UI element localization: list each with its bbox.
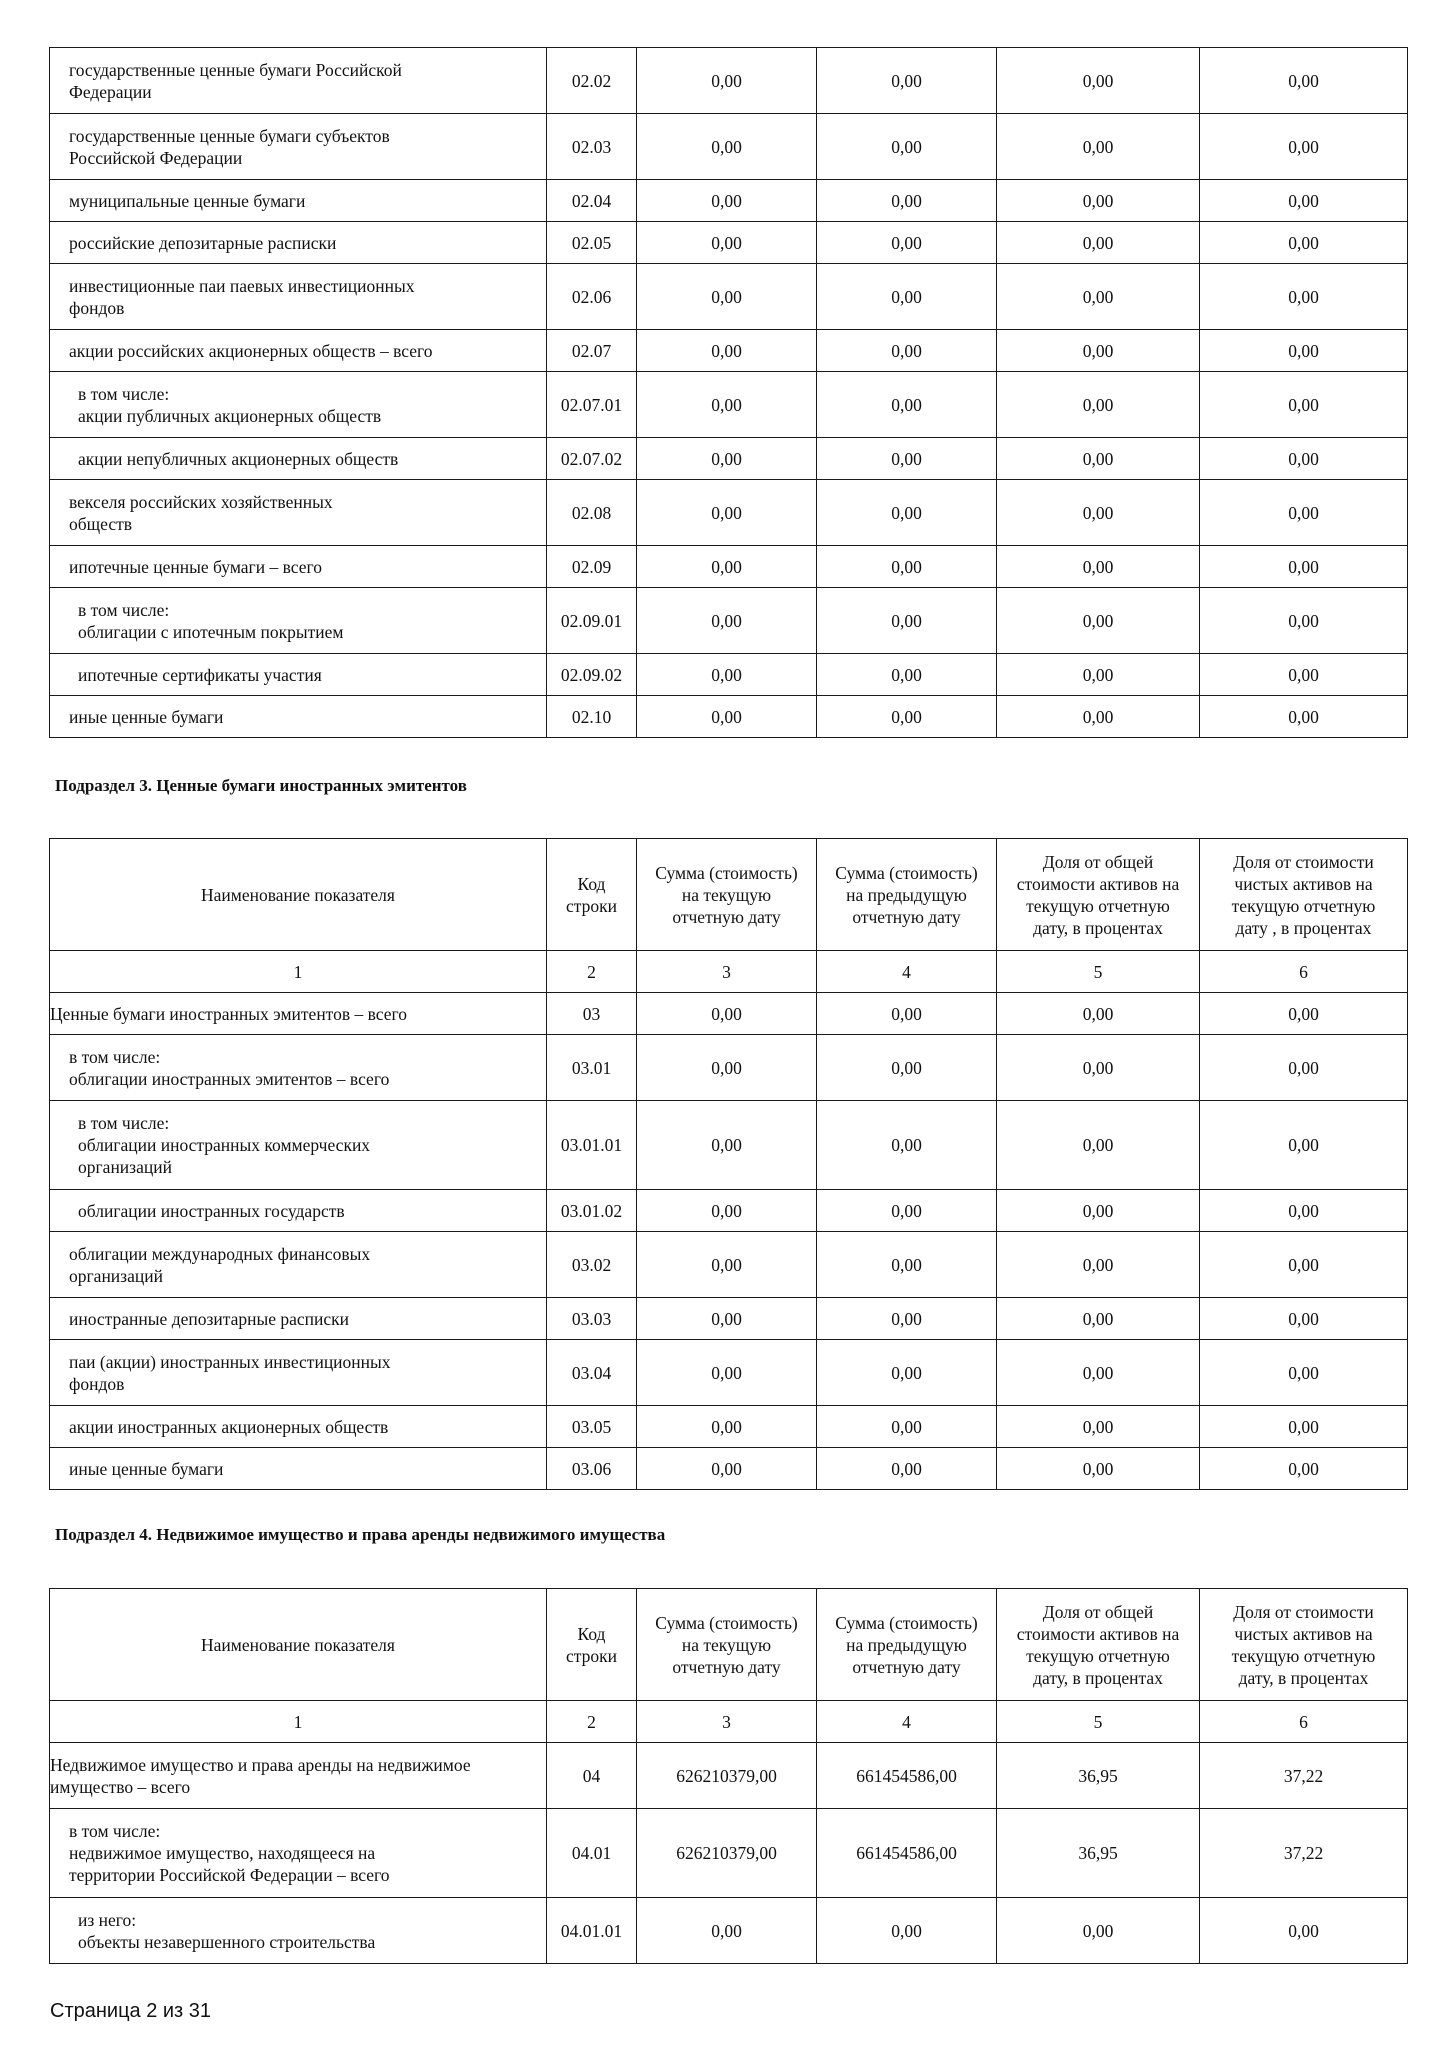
row-value-current: 0,00 bbox=[637, 180, 817, 222]
row-name: ипотечные ценные бумаги – всего bbox=[50, 546, 547, 588]
row-value-previous: 0,00 bbox=[817, 1190, 997, 1232]
row-value-previous: 661454586,00 bbox=[817, 1743, 997, 1809]
row-value-current: 626210379,00 bbox=[637, 1743, 817, 1809]
table-row bbox=[50, 654, 1408, 696]
row-value-previous: 0,00 bbox=[817, 1340, 997, 1406]
row-share-net-assets: 0,00 bbox=[1200, 654, 1408, 696]
row-value-current: 0,00 bbox=[637, 372, 817, 438]
row-code: 03.05 bbox=[547, 1406, 637, 1448]
table-row bbox=[50, 180, 1408, 222]
row-share-assets: 0,00 bbox=[997, 1101, 1200, 1190]
column-number-row bbox=[50, 1701, 1408, 1743]
row-code: 02.07.01 bbox=[547, 372, 637, 438]
table-securities-russian bbox=[49, 47, 1408, 738]
row-name: акции российских акционерных обществ – всего bbox=[50, 330, 547, 372]
row-name: иностранные депозитарные расписки bbox=[50, 1298, 547, 1340]
row-name: паи (акции) иностранных инвестиционных фондов bbox=[50, 1340, 547, 1406]
row-share-assets: 0,00 bbox=[997, 696, 1200, 738]
header-share-assets: Доля от общей стоимости активов на текущую отчетную дату, в процентах bbox=[997, 839, 1200, 951]
row-value-current: 0,00 bbox=[637, 1340, 817, 1406]
row-value-previous: 0,00 bbox=[817, 1898, 997, 1964]
row-value-previous: 0,00 bbox=[817, 1298, 997, 1340]
row-name: инвестиционные паи паевых инвестиционных фондов bbox=[50, 264, 547, 330]
row-value-previous: 0,00 bbox=[817, 1448, 997, 1490]
row-share-assets: 0,00 bbox=[997, 1190, 1200, 1232]
row-code: 03.01.02 bbox=[547, 1190, 637, 1232]
row-value-previous: 0,00 bbox=[817, 1035, 997, 1101]
row-code: 02.09 bbox=[547, 546, 637, 588]
row-value-current: 0,00 bbox=[637, 1035, 817, 1101]
header-share-assets: Доля от общей стоимости активов на текущую отчетную дату, в процентах bbox=[997, 1589, 1200, 1701]
row-share-assets: 0,00 bbox=[997, 546, 1200, 588]
row-value-current: 0,00 bbox=[637, 1898, 817, 1964]
row-value-current: 0,00 bbox=[637, 264, 817, 330]
column-number: 4 bbox=[817, 951, 997, 993]
row-share-assets: 0,00 bbox=[997, 1035, 1200, 1101]
row-share-net-assets: 0,00 bbox=[1200, 114, 1408, 180]
row-name: государственные ценные бумаги Российской Федерации bbox=[50, 48, 547, 114]
header-share-net-assets: Доля от стоимости чистых активов на текущую отчетную дату, в процентах bbox=[1200, 1589, 1408, 1701]
row-share-net-assets: 0,00 bbox=[1200, 1340, 1408, 1406]
row-share-assets: 0,00 bbox=[997, 330, 1200, 372]
row-share-net-assets: 37,22 bbox=[1200, 1743, 1408, 1809]
table-row bbox=[50, 48, 1408, 114]
row-name: Недвижимое имущество и права аренды на недвижимое имущество – всего bbox=[50, 1743, 547, 1809]
row-share-assets: 0,00 bbox=[997, 993, 1200, 1035]
row-share-net-assets: 0,00 bbox=[1200, 1898, 1408, 1964]
row-share-assets: 0,00 bbox=[997, 1298, 1200, 1340]
column-number: 2 bbox=[547, 1701, 637, 1743]
table-header-row bbox=[50, 1589, 1408, 1701]
column-number: 1 bbox=[50, 1701, 547, 1743]
column-number: 2 bbox=[547, 951, 637, 993]
column-number: 5 bbox=[997, 1701, 1200, 1743]
row-share-net-assets: 0,00 bbox=[1200, 480, 1408, 546]
row-share-net-assets: 0,00 bbox=[1200, 696, 1408, 738]
column-number-row bbox=[50, 951, 1408, 993]
row-code: 04 bbox=[547, 1743, 637, 1809]
table-row bbox=[50, 222, 1408, 264]
table-row bbox=[50, 1232, 1408, 1298]
row-code: 03.06 bbox=[547, 1448, 637, 1490]
row-value-previous: 0,00 bbox=[817, 264, 997, 330]
row-name: акции непубличных акционерных обществ bbox=[50, 438, 547, 480]
row-name: иные ценные бумаги bbox=[50, 696, 547, 738]
row-share-net-assets: 0,00 bbox=[1200, 1406, 1408, 1448]
row-code: 03.01 bbox=[547, 1035, 637, 1101]
row-share-assets: 0,00 bbox=[997, 1232, 1200, 1298]
row-code: 03.03 bbox=[547, 1298, 637, 1340]
row-code: 02.03 bbox=[547, 114, 637, 180]
row-share-assets: 0,00 bbox=[997, 1406, 1200, 1448]
table-row bbox=[50, 1340, 1408, 1406]
header-row-code: Код строки bbox=[547, 1589, 637, 1701]
row-share-assets: 0,00 bbox=[997, 264, 1200, 330]
row-share-net-assets: 0,00 bbox=[1200, 180, 1408, 222]
row-share-assets: 0,00 bbox=[997, 114, 1200, 180]
row-code: 02.07.02 bbox=[547, 438, 637, 480]
row-value-previous: 0,00 bbox=[817, 696, 997, 738]
row-name: в том числе: облигации иностранных коммерческих организаций bbox=[50, 1101, 547, 1190]
section-3-title: Подраздел 3. Ценные бумаги иностранных эмитентов bbox=[55, 776, 467, 795]
row-share-net-assets: 0,00 bbox=[1200, 1448, 1408, 1490]
row-share-net-assets: 0,00 bbox=[1200, 1101, 1408, 1190]
row-value-previous: 0,00 bbox=[817, 372, 997, 438]
table-row bbox=[50, 1898, 1408, 1964]
row-value-current: 0,00 bbox=[637, 696, 817, 738]
row-value-current: 0,00 bbox=[637, 114, 817, 180]
row-value-previous: 0,00 bbox=[817, 180, 997, 222]
row-share-assets: 0,00 bbox=[997, 1340, 1200, 1406]
row-share-assets: 0,00 bbox=[997, 1448, 1200, 1490]
header-value-current: Сумма (стоимость) на текущую отчетную дату bbox=[637, 1589, 817, 1701]
row-value-previous: 0,00 bbox=[817, 480, 997, 546]
row-value-previous: 0,00 bbox=[817, 1101, 997, 1190]
row-value-current: 0,00 bbox=[637, 1232, 817, 1298]
row-value-previous: 0,00 bbox=[817, 1406, 997, 1448]
table-real-estate bbox=[49, 1588, 1408, 1964]
row-code: 03.02 bbox=[547, 1232, 637, 1298]
row-name: векселя российских хозяйственных обществ bbox=[50, 480, 547, 546]
column-number: 3 bbox=[637, 951, 817, 993]
row-code: 02.06 bbox=[547, 264, 637, 330]
row-value-current: 0,00 bbox=[637, 438, 817, 480]
row-code: 04.01.01 bbox=[547, 1898, 637, 1964]
row-value-previous: 0,00 bbox=[817, 993, 997, 1035]
row-share-net-assets: 0,00 bbox=[1200, 438, 1408, 480]
row-share-assets: 0,00 bbox=[997, 180, 1200, 222]
row-share-net-assets: 0,00 bbox=[1200, 1035, 1408, 1101]
table-row bbox=[50, 372, 1408, 438]
table-row bbox=[50, 993, 1408, 1035]
row-share-assets: 0,00 bbox=[997, 222, 1200, 264]
row-value-current: 0,00 bbox=[637, 1101, 817, 1190]
row-value-previous: 0,00 bbox=[817, 114, 997, 180]
row-value-current: 0,00 bbox=[637, 330, 817, 372]
row-code: 03.01.01 bbox=[547, 1101, 637, 1190]
row-value-current: 0,00 bbox=[637, 1298, 817, 1340]
row-name: муниципальные ценные бумаги bbox=[50, 180, 547, 222]
row-value-current: 0,00 bbox=[637, 546, 817, 588]
table-header-row bbox=[50, 839, 1408, 951]
header-value-current: Сумма (стоимость) на текущую отчетную дату bbox=[637, 839, 817, 951]
column-number: 4 bbox=[817, 1701, 997, 1743]
row-value-current: 0,00 bbox=[637, 48, 817, 114]
row-name: в том числе: облигации иностранных эмитентов – всего bbox=[50, 1035, 547, 1101]
row-value-previous: 661454586,00 bbox=[817, 1809, 997, 1898]
row-name: иные ценные бумаги bbox=[50, 1448, 547, 1490]
table-row bbox=[50, 1809, 1408, 1898]
column-number: 3 bbox=[637, 1701, 817, 1743]
row-name: ипотечные сертификаты участия bbox=[50, 654, 547, 696]
row-value-current: 626210379,00 bbox=[637, 1809, 817, 1898]
row-share-assets: 0,00 bbox=[997, 654, 1200, 696]
row-code: 02.07 bbox=[547, 330, 637, 372]
row-share-net-assets: 0,00 bbox=[1200, 1232, 1408, 1298]
row-name: российские депозитарные расписки bbox=[50, 222, 547, 264]
table-row bbox=[50, 696, 1408, 738]
header-row-code: Код строки bbox=[547, 839, 637, 951]
row-share-assets: 0,00 bbox=[997, 438, 1200, 480]
table-row bbox=[50, 438, 1408, 480]
row-share-net-assets: 0,00 bbox=[1200, 1298, 1408, 1340]
header-value-previous: Сумма (стоимость) на предыдущую отчетную дату bbox=[817, 1589, 997, 1701]
row-code: 02.04 bbox=[547, 180, 637, 222]
row-code: 02.09.02 bbox=[547, 654, 637, 696]
column-number: 6 bbox=[1200, 1701, 1408, 1743]
column-number: 5 bbox=[997, 951, 1200, 993]
table-row bbox=[50, 1101, 1408, 1190]
row-code: 02.08 bbox=[547, 480, 637, 546]
row-share-net-assets: 37,22 bbox=[1200, 1809, 1408, 1898]
row-value-previous: 0,00 bbox=[817, 546, 997, 588]
row-value-current: 0,00 bbox=[637, 1190, 817, 1232]
row-value-current: 0,00 bbox=[637, 480, 817, 546]
row-share-net-assets: 0,00 bbox=[1200, 1190, 1408, 1232]
table-row bbox=[50, 1406, 1408, 1448]
row-share-net-assets: 0,00 bbox=[1200, 546, 1408, 588]
row-code: 02.10 bbox=[547, 696, 637, 738]
row-name: из него: объекты незавершенного строительства bbox=[50, 1898, 547, 1964]
row-value-previous: 0,00 bbox=[817, 654, 997, 696]
row-name: Ценные бумаги иностранных эмитентов – всего bbox=[50, 993, 547, 1035]
row-share-assets: 0,00 bbox=[997, 480, 1200, 546]
page-number: Страница 2 из 31 bbox=[50, 2000, 212, 2022]
row-name: облигации иностранных государств bbox=[50, 1190, 547, 1232]
row-share-net-assets: 0,00 bbox=[1200, 372, 1408, 438]
row-value-current: 0,00 bbox=[637, 222, 817, 264]
row-code: 02.02 bbox=[547, 48, 637, 114]
column-number: 6 bbox=[1200, 951, 1408, 993]
row-value-current: 0,00 bbox=[637, 654, 817, 696]
table-row bbox=[50, 1743, 1408, 1809]
row-value-previous: 0,00 bbox=[817, 48, 997, 114]
row-value-previous: 0,00 bbox=[817, 588, 997, 654]
header-indicator-name: Наименование показателя bbox=[50, 839, 547, 951]
row-share-assets: 0,00 bbox=[997, 372, 1200, 438]
table-row bbox=[50, 114, 1408, 180]
row-name: в том числе: недвижимое имущество, находящееся на территории Российской Федерации – всего bbox=[50, 1809, 547, 1898]
row-share-assets: 0,00 bbox=[997, 1898, 1200, 1964]
table-row bbox=[50, 1035, 1408, 1101]
row-code: 02.09.01 bbox=[547, 588, 637, 654]
row-value-current: 0,00 bbox=[637, 588, 817, 654]
table-row bbox=[50, 1298, 1408, 1340]
row-share-net-assets: 0,00 bbox=[1200, 264, 1408, 330]
row-value-previous: 0,00 bbox=[817, 222, 997, 264]
row-name: в том числе: акции публичных акционерных обществ bbox=[50, 372, 547, 438]
row-share-assets: 36,95 bbox=[997, 1809, 1200, 1898]
row-value-current: 0,00 bbox=[637, 993, 817, 1035]
table-row bbox=[50, 330, 1408, 372]
row-code: 03.04 bbox=[547, 1340, 637, 1406]
header-indicator-name: Наименование показателя bbox=[50, 1589, 547, 1701]
row-share-net-assets: 0,00 bbox=[1200, 48, 1408, 114]
row-code: 04.01 bbox=[547, 1809, 637, 1898]
table-row bbox=[50, 264, 1408, 330]
row-name: акции иностранных акционерных обществ bbox=[50, 1406, 547, 1448]
row-code: 03 bbox=[547, 993, 637, 1035]
table-row bbox=[50, 1448, 1408, 1490]
row-share-net-assets: 0,00 bbox=[1200, 993, 1408, 1035]
row-value-current: 0,00 bbox=[637, 1406, 817, 1448]
row-value-previous: 0,00 bbox=[817, 330, 997, 372]
row-value-current: 0,00 bbox=[637, 1448, 817, 1490]
header-share-net-assets: Доля от стоимости чистых активов на текущую отчетную дату , в процентах bbox=[1200, 839, 1408, 951]
row-value-previous: 0,00 bbox=[817, 1232, 997, 1298]
table-row bbox=[50, 1190, 1408, 1232]
column-number: 1 bbox=[50, 951, 547, 993]
row-name: в том числе: облигации с ипотечным покрытием bbox=[50, 588, 547, 654]
row-name: государственные ценные бумаги субъектов Российской Федерации bbox=[50, 114, 547, 180]
table-row bbox=[50, 588, 1408, 654]
header-value-previous: Сумма (стоимость) на предыдущую отчетную дату bbox=[817, 839, 997, 951]
row-value-previous: 0,00 bbox=[817, 438, 997, 480]
row-share-assets: 36,95 bbox=[997, 1743, 1200, 1809]
row-code: 02.05 bbox=[547, 222, 637, 264]
row-share-net-assets: 0,00 bbox=[1200, 588, 1408, 654]
row-share-assets: 0,00 bbox=[997, 48, 1200, 114]
row-share-net-assets: 0,00 bbox=[1200, 222, 1408, 264]
table-foreign-securities bbox=[49, 838, 1408, 1490]
row-share-net-assets: 0,00 bbox=[1200, 330, 1408, 372]
row-share-assets: 0,00 bbox=[997, 588, 1200, 654]
table-row bbox=[50, 480, 1408, 546]
row-name: облигации международных финансовых организаций bbox=[50, 1232, 547, 1298]
section-4-title: Подраздел 4. Недвижимое имущество и права аренды недвижимого имущества bbox=[55, 1525, 666, 1544]
table-row bbox=[50, 546, 1408, 588]
